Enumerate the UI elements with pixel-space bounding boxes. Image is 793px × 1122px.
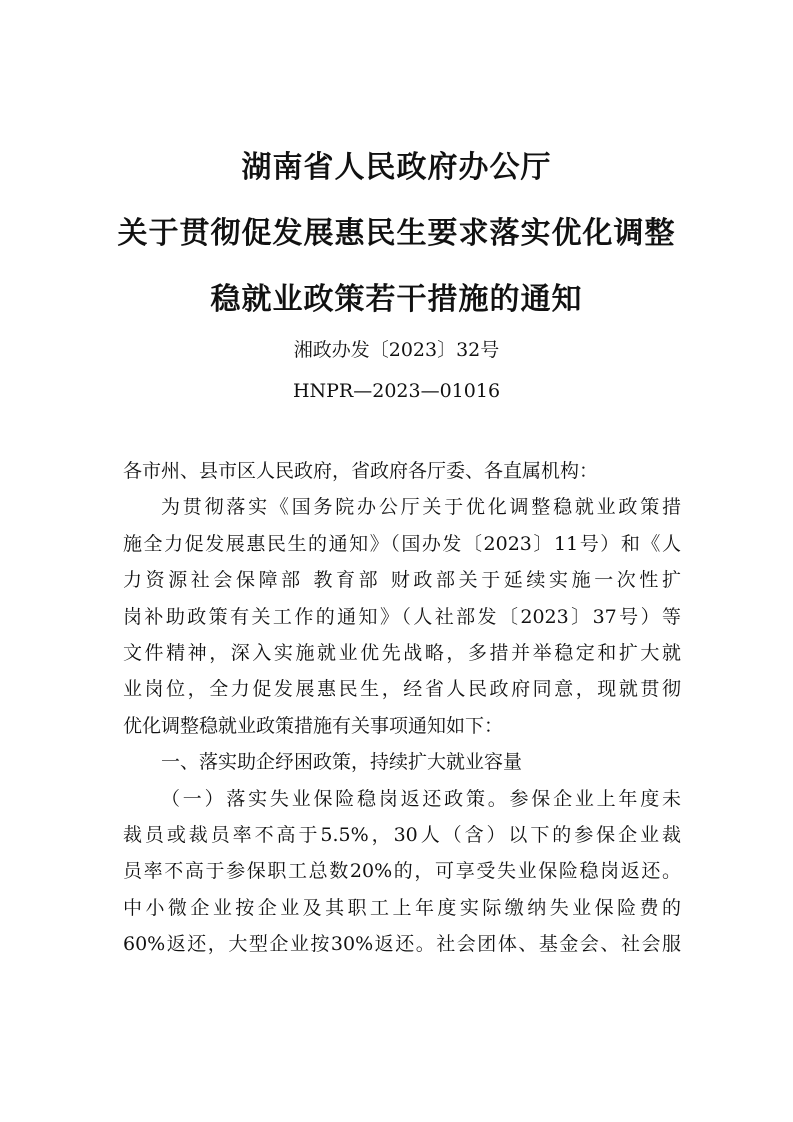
paragraph-line: 中小微企业按企业及其职工上年度实际缴纳失业保险费的: [123, 896, 681, 919]
paragraph-line: 业岗位，全力促发展惠民生，经省人民政府同意，现就贯彻: [123, 678, 681, 701]
paragraph-line: 力资源社会保障部 教育部 财政部关于延续实施一次性扩: [123, 569, 681, 592]
document-body: [123, 453, 681, 962]
document-code: HNPR—2023—01016: [292, 380, 501, 402]
paragraph-line: 员率不高于参保职工总数20%的，可享受失业保险稳岗返还。: [123, 860, 681, 883]
paragraph-line: 60%返还，大型企业按30%返还。社会团体、基金会、社会服: [123, 933, 681, 956]
paragraph-line: 岗补助政策有关工作的通知》（人社部发〔2023〕37号）等: [123, 605, 681, 628]
paragraph-line: 裁员或裁员率不高于5.5%，30人（含）以下的参保企业裁: [123, 823, 681, 846]
addressee: 各市州、县市区人民政府，省政府各厅委、各直属机构：: [123, 460, 599, 482]
section-heading: 一、落实助企纾困政策，持续扩大就业容量: [161, 751, 523, 774]
document-title-line-3: 稳就业政策若干措施的通知: [210, 282, 583, 317]
paragraph-line: 为贯彻落实《国务院办公厅关于优化调整稳就业政策措: [161, 496, 681, 519]
document-number: 湘政办发〔2023〕32号: [293, 339, 500, 361]
paragraph-line: 文件精神，深入实施就业优先战略，多措并举稳定和扩大就: [123, 641, 681, 664]
document-title-line-1: 湖南省人民政府办公厅: [241, 150, 552, 185]
document-title-line-2: 关于贯彻促发展惠民生要求落实优化调整: [117, 216, 676, 251]
paragraph-line: 施全力促发展惠民生的通知》（国办发〔2023〕11号）和《人: [123, 532, 681, 555]
paragraph-line: 优化调整稳就业政策措施有关事项通知如下：: [123, 714, 504, 737]
paragraph-line: （一）落实失业保险稳岗返还政策。参保企业上年度未: [161, 787, 681, 810]
